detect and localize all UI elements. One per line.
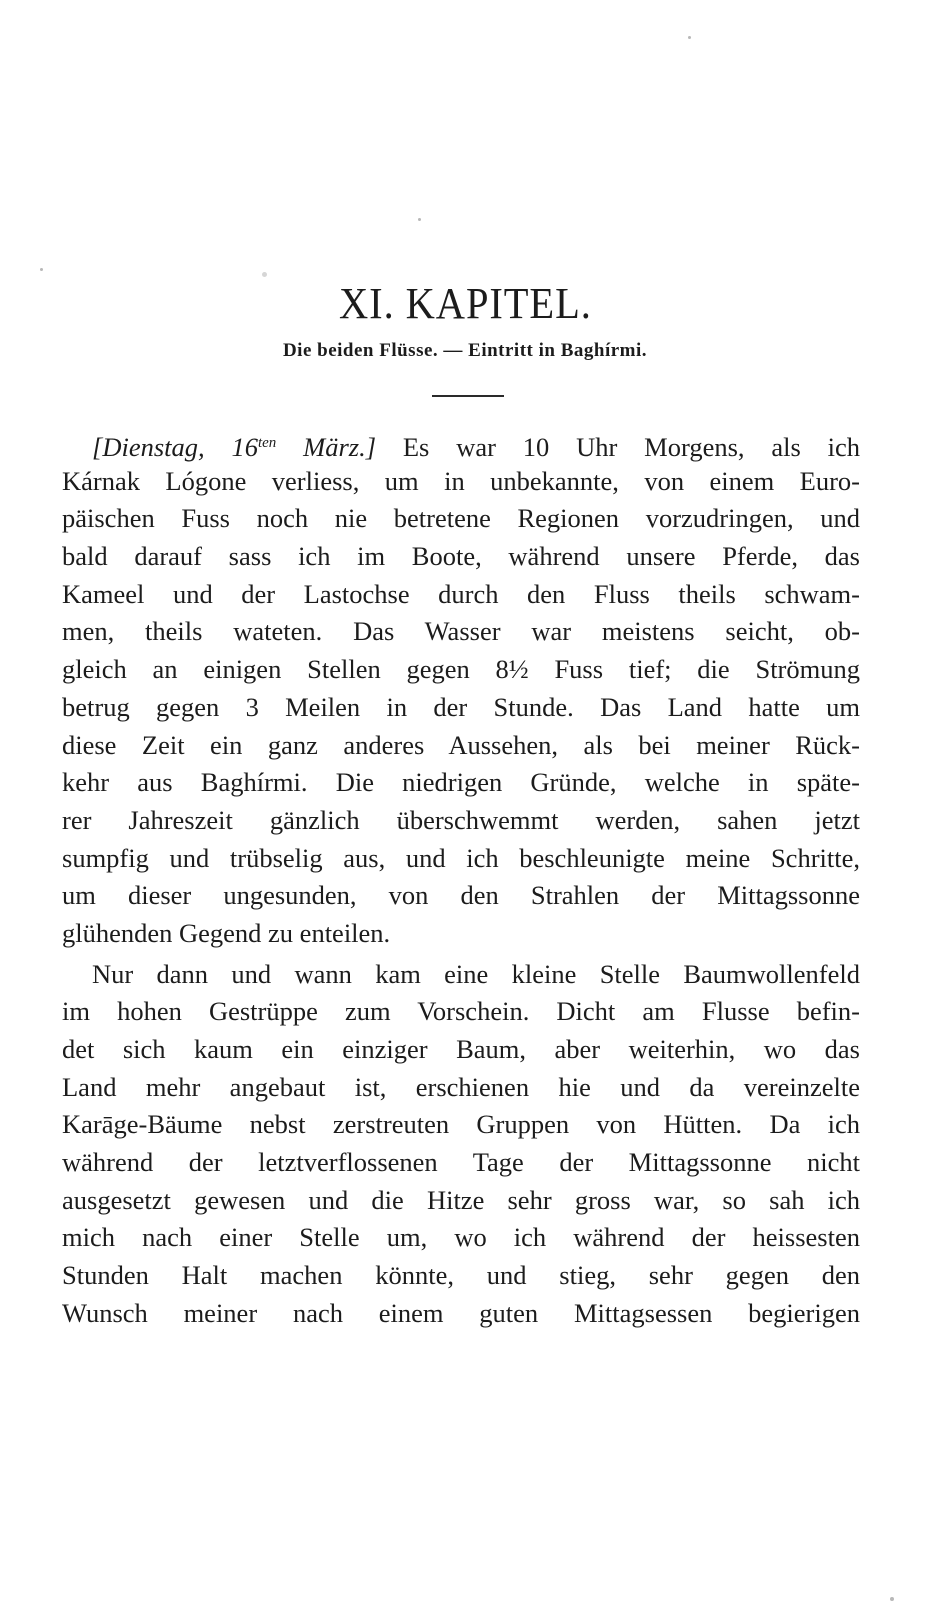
text-line: men, theils wateten. Das Wasser war meistens seicht, ob- [62,616,860,647]
chapter-title: XI. KAPITEL. [339,279,592,328]
text-line: glühenden Gegend zu enteilen. [62,917,391,948]
paragraph-1 [62,425,860,953]
chapter-subtitle: Die beiden Flüsse. — Eintritt in Baghírmi. [282,340,648,361]
text-line: Wunsch meiner nach einem guten Mittagsessen begierigen [62,1297,860,1328]
text-line: Land mehr angebaut ist, erschienen hie und da vereinzelte [62,1071,860,1102]
paper-speck [418,218,421,221]
paper-speck [40,268,43,271]
text-line: mich nach einer Stelle um, wo ich während der heissesten [62,1222,860,1253]
text-line: gleich an einigen Stellen gegen 8½ Fuss tief; die Strömung [62,654,860,685]
text-line: betrug gegen 3 Meilen in der Stunde. Das Land hatte um [62,691,860,722]
text-line: bald darauf sass ich im Boote, während unsere Pferde, das [62,541,860,572]
text-line: um dieser ungesunden, von den Strahlen der Mittagssonne [62,880,860,911]
body-text [62,425,860,1333]
text-line: im hohen Gestrüppe zum Vorschein. Dicht am Flusse befin- [62,996,860,1027]
text-line: während der letztverflossenen Tage der Mittagssonne nicht [62,1147,860,1178]
text-line: [Dienstag, $16^{ten}$ März.] Es war 10 Uhr Morgens, als ich [92,432,861,462]
date-marker: [Dienstag, $16^{ten}$ März.] [92,432,377,462]
text-line: Stunden Halt machen könnte, und stieg, sehr gegen den [62,1260,860,1291]
text-line: Nur dann und wann kam eine kleine Stelle Baumwollenfeld [92,958,860,989]
text-line: päischen Fuss noch nie betretene Regionen vorzudringen, und [62,503,860,534]
paragraph-2 [62,956,860,1333]
text-line: kehr aus Baghírmi. Die niedrigen Gründe, welche in späte- [62,767,860,798]
paper-speck [890,1597,894,1601]
text-line: rer Jahreszeit gänzlich überschwemmt werden, sahen jetzt [62,804,860,835]
paper-speck [262,272,267,277]
text-line: det sich kaum ein einziger Baum, aber weiterhin, wo das [62,1034,860,1064]
text-line: ausgesetzt gewesen und die Hitze sehr gross war, so sah ich [62,1184,860,1215]
text-line: sumpfig und trübselig aus, und ich beschleunigte meine Schritte, [62,842,860,873]
title-rule [432,395,504,397]
text-line: diese Zeit ein ganz anderes Aussehen, als bei meiner Rück- [62,729,860,760]
text-line: Karāge-Bäume nebst zerstreuten Gruppen von Hütten. Da ich [62,1109,860,1140]
text-line: Kameel und der Lastochse durch den Fluss theils schwam- [62,578,860,609]
text-line: Kárnak Lógone verliess, um in unbekannte, von einem Euro- [62,465,860,496]
paper-speck [688,36,691,39]
